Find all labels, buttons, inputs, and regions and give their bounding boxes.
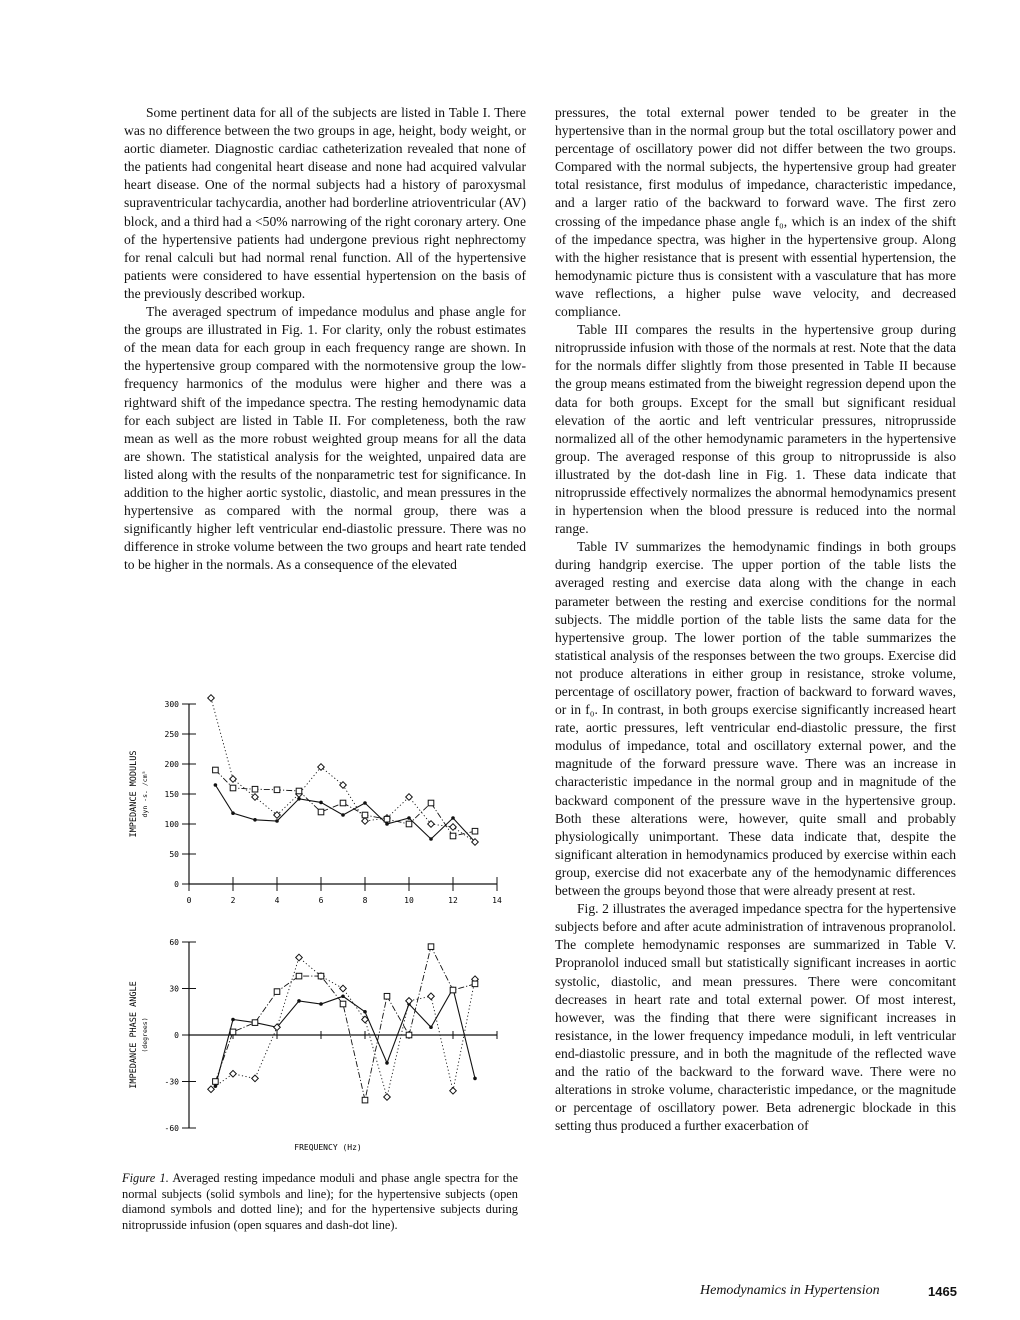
y-tick-label: -30 — [164, 1077, 179, 1087]
data-point — [406, 1032, 412, 1038]
paragraph: Fig. 2 illustrates the averaged impedance spectra for the hypertensive subjects before and after acute administration of intravenous propranolol. The complete hemodynamic responses are summarized in Table V. Propranolol induced small but statistically significant increases in aortic systolic, diastolic, and mean pressures. There were concomitant decreases in heart rate and total external power. Of most interest, however, was the finding that there were significant increases in resistance, in the lower frequency impedance moduli, in left ventricular end-diastolic pressure, and in both the magnitude of the reflected wave and the ratio of the backward to the forward wave. There were no alterations in stroke volume, characteristic impedance, or the magnitude or percentage of oscillatory power. Beta adrenergic blockade in this setting thus produced a further exacerbation of — [555, 901, 956, 1134]
data-point — [252, 1020, 258, 1026]
paragraph: pressures, the total external power tended to be greater in the hypertensive than in the normal group but the total oscillatory power and percentage of oscillatory power did not differ between the two groups. Compared with the normal subjects, the hypertensive group had greater total resistance, first modulus of impedance, characteristic impedance, and a larger ratio of the backward to forward wave. The first zero crossing of the impedance phase angle f₀, which is an index of the shift of the impedance spectra, was higher in the hypertensive group. Along with the higher resistance that is present with essential hypertension, the hemodynamic picture thus is consistent with a vasculature that has more wave reflections, a higher pulse wave velocity, and decreased compliance. — [555, 105, 956, 320]
y-tick-label: 100 — [164, 820, 179, 829]
data-point — [252, 786, 258, 792]
data-point — [363, 1010, 367, 1014]
data-point — [318, 809, 324, 815]
left-column — [124, 104, 526, 574]
data-point — [340, 800, 346, 806]
data-point — [213, 1079, 219, 1085]
data-point — [230, 1029, 236, 1035]
paragraph: The averaged spectrum of impedance modulus and phase angle for the groups are illustrated in Fig. 1. For clarity, only the robust estimates of the mean data for each group in each frequency range are shown. In the hypertensive group compared with the normotensive group the low-frequency harmonics of the modulus were higher and there was a rightward shift of the impedance spectra. The resting hemodynamic data for each subject are listed in Table II. For completeness, both the raw mean as well as the more robust weighted group means for all the data are shown. The statistical analysis for the weighted, unpaired data are listed along with the results of the nonparametric test for significance. In addition to the higher aortic systolic, diastolic, and mean pressures in the hypertensive as compared with the normal group, there was a significantly higher left ventricular end-diastolic pressure. There was no difference in stroke volume between the two groups and heart rate tended to be higher in the normals. As a consequence of the elevated — [124, 304, 526, 573]
data-point — [384, 993, 390, 999]
x-tick-label: 0 — [186, 896, 192, 905]
figure-1-chart — [120, 688, 530, 1158]
data-point — [275, 819, 279, 823]
data-point — [208, 695, 215, 702]
data-point — [340, 1001, 346, 1007]
data-point — [429, 1025, 433, 1029]
data-point — [428, 944, 434, 950]
data-point — [297, 999, 301, 1003]
data-point — [451, 816, 455, 820]
paragraph: Table III compares the results in the hypertensive group during nitroprusside infusion with those of the normals at rest. Note that the data for the normals differ slightly from those presented in Table II because the group means estimated from the biweight regression depend upon the data for both groups. Except for the small but significant residual elevation of the aortic and left ventricular pressures, nitroprusside normalized all of the other hemodynamic parameters in the hypertensive group. The averaged response of this group to nitroprusside is also illustrated by the dot-dash line in Fig. 1. These data indicate that nitroprusside effectively normalizes the abnormal hemodynamics present in hypertension when the blood pressure is reduced into the normal range. — [555, 322, 956, 537]
data-point — [428, 800, 434, 806]
data-point — [230, 1070, 237, 1077]
y-tick-label: 250 — [164, 730, 179, 739]
modulus-chart — [129, 695, 502, 905]
data-point — [363, 801, 367, 805]
data-point — [472, 828, 478, 834]
x-tick-label: 2 — [230, 896, 236, 905]
data-point — [231, 1018, 235, 1022]
data-point — [384, 1094, 391, 1101]
data-point — [428, 993, 435, 1000]
series-dash-dot — [213, 767, 478, 839]
right-column — [555, 104, 956, 1135]
series-dotted — [208, 954, 479, 1100]
page-footer — [700, 1283, 960, 1299]
running-title: Hemodynamics in Hypertension — [700, 1283, 880, 1298]
data-point — [296, 954, 303, 961]
data-point — [450, 987, 456, 993]
x-tick-label: 6 — [318, 896, 324, 905]
series-line — [211, 698, 475, 842]
data-point — [473, 1077, 477, 1081]
figure-caption — [122, 1171, 518, 1233]
caption-text: Averaged resting impedance moduli and phase angle spectra for the normal subjects (solid symbols and line); for the hypertensive subjects (open diamond symbols and dotted line); and for the hypertensive subjects during nitroprusside infusion (open squares and dash-dot line). — [122, 1171, 518, 1232]
data-point — [274, 787, 280, 793]
caption-label: Figure 1. — [122, 1171, 169, 1185]
data-point — [429, 837, 433, 841]
y-tick-label: 50 — [169, 850, 179, 859]
y-axis-units: (degrees) — [141, 1017, 149, 1053]
x-tick-label: 10 — [404, 896, 414, 905]
x-tick-label: 14 — [492, 896, 502, 905]
data-point — [214, 783, 218, 787]
data-point — [230, 785, 236, 791]
x-axis-label: FREQUENCY (Hz) — [294, 1143, 362, 1152]
paragraph: Table IV summarizes the hemodynamic findings in both groups during handgrip exercise. The upper portion of the table lists the averaged resting and exercise data along with the change in each parameter between the resting and exercise conditions for the normal subjects. The middle portion of the table lists the same data for the hypertensive group. The lower portion of the table summarizes the statistical analysis of the responses between the two groups. Exercise did not produce alterations in either group in resistance, stroke volume, percentage of oscillatory power, fraction of backward to forward waves, or in f₀. In contrast, in both groups exercise significantly increased heart rate, aortic pressures, left ventricular end-diastolic pressure, the first modulus of impedance, total and oscillatory external power, and the magnitude of the forward pressure wave. There was an increase in characteristic impedance in the normal group and in magnitude of the backward component of the pressure wave in the hypertensive group. Both these alterations were, however, quite small and probably physiologically unimportant. These data indicate that, despite the significant alteration in hemodynamics produced by exercise within each group, exercise did not exacerbate any of the hemodynamic differences between the groups beyond those that were already present at rest. — [555, 539, 956, 899]
data-point — [385, 822, 389, 826]
data-point — [406, 794, 413, 801]
y-tick-label: 0 — [174, 880, 179, 889]
paragraph: Some pertinent data for all of the subjects are listed in Table I. There was no difference between the two groups in age, height, body weight, or aortic diameter. Diagnostic cardiac catheterization revealed that none of the patients had congenital heart disease and none had acquired valvular heart disease. One of the normal subjects had a history of paroxysmal supraventricular tachycardia, another had borderline atrioventricular (AV) block, and a third had a <50% narrowing of the right coronary artery. One of the hypertensive patients had undergone previous right nephrectomy for renal calculi but had normal renal function. All of the hypertensive patients were considered to have essential hypertension on the basis of the previously described workup. — [124, 105, 526, 301]
data-point — [253, 818, 257, 822]
data-point — [384, 816, 390, 822]
data-point — [450, 1088, 457, 1095]
data-point — [341, 813, 345, 817]
data-point — [252, 1075, 259, 1082]
data-point — [213, 767, 219, 773]
page-number: 1465 — [928, 1284, 957, 1299]
y-tick-label: -60 — [164, 1124, 179, 1133]
series-line — [215, 785, 475, 842]
series-line — [211, 958, 475, 1098]
series-dotted — [208, 695, 479, 846]
data-point — [362, 818, 369, 825]
x-tick-label: 12 — [448, 896, 458, 905]
data-point — [450, 833, 456, 839]
y-tick-label: 200 — [164, 760, 179, 769]
y-tick-label: 150 — [164, 790, 179, 799]
data-point — [318, 973, 324, 979]
x-tick-label: 8 — [362, 896, 368, 905]
data-point — [231, 811, 235, 815]
data-point — [385, 1061, 389, 1065]
y-tick-label: 0 — [174, 1031, 179, 1040]
x-tick-label: 4 — [274, 896, 280, 905]
data-point — [362, 812, 368, 818]
y-axis-units: dyn -s. /cm⁵ — [141, 770, 149, 818]
data-point — [341, 994, 345, 998]
data-point — [296, 973, 302, 979]
data-point — [296, 788, 302, 794]
phase-chart — [129, 938, 497, 1133]
figure-1 — [120, 688, 530, 1158]
data-point — [406, 821, 412, 827]
data-point — [450, 824, 457, 831]
data-point — [208, 1086, 215, 1093]
y-tick-label: 60 — [169, 938, 179, 947]
data-point — [274, 989, 280, 995]
y-tick-label: 30 — [169, 984, 179, 994]
data-point — [319, 1002, 323, 1006]
data-point — [472, 981, 478, 987]
y-axis-label: IMPEDANCE MODULUS — [129, 750, 139, 838]
y-tick-label: 300 — [164, 700, 179, 709]
data-point — [340, 985, 347, 992]
data-point — [319, 801, 323, 805]
y-axis-label: IMPEDANCE PHASE ANGLE — [129, 981, 139, 1089]
data-point — [406, 998, 413, 1005]
data-point — [362, 1097, 368, 1103]
data-point — [407, 816, 411, 820]
